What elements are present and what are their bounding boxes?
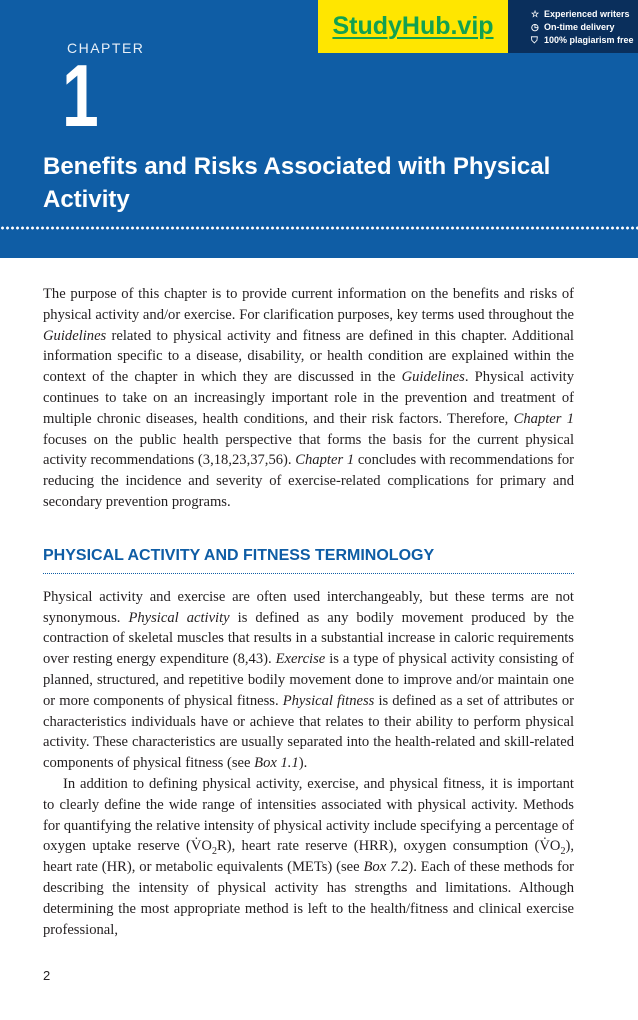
ad-feature-label: On-time delivery xyxy=(544,22,615,32)
page-content xyxy=(43,284,574,940)
ad-feature-plagiarism xyxy=(531,34,634,47)
intro-paragraph: The purpose of this chapter is to provide current information on the benefits and risks of physical activity and/or exercise. For clarification purposes, key terms used throughout the Guidelines related to physical activity and fitness are defined in this chapter. Additional information specific to a disease, disability, or health condition are explained within the context of the chapter in which they are discussed in the Guidelines. Physical activity continues to take on an increasingly important role in the prevention and treatment of multiple chronic diseases, health conditions, and their risk factors. Therefore, Chapter 1 focuses on the public health perspective that forms the basis for the current physical activity recommendations (3,18,23,37,56). Chapter 1 concludes with recommendations for reducing the incidence and severity of exercise-related complications for primary and secondary prevention programs. xyxy=(43,286,575,510)
star-icon: ☆ xyxy=(531,9,540,19)
clock-icon: ◷ xyxy=(531,22,539,32)
studyhub-ad-banner[interactable] xyxy=(318,0,638,53)
ad-feature-delivery xyxy=(531,21,634,34)
section-body xyxy=(43,587,574,941)
chapter-label: CHAPTER xyxy=(67,40,145,56)
ad-feature-list xyxy=(531,8,634,47)
ad-feature-label: Experienced writers xyxy=(544,9,630,19)
chapter-title: Benefits and Risks Associated with Physical Activity xyxy=(43,153,551,213)
ad-feature-writers xyxy=(531,8,634,21)
dotted-divider xyxy=(0,224,638,232)
terminology-paragraph-2: In addition to defining physical activity, exercise, and physical fitness, it is important to clearly define the wide range of intensities associated with physical activity. Methods for quantifying the relative intensity of physical activity include specifying a percentage of oxygen uptake reserve $(V̇O_2R)$, heart rate reserve (HRR), oxygen consumption $(V̇O_2)$, heart rate (HR), or metabolic equivalents (METs) (see Box 7.2). Each of these methods for describing the intensity of physical activity has strengths and limitations. Although determining the most appropriate method is left to the health/fitness and clinical exercise professional, xyxy=(43,775,574,938)
terminology-paragraph-1: Physical activity and exercise are often used interchangeably, but these terms are not synonymous. Physical activity is defined as any bodily movement produced by the contraction of skeletal muscles that results in a substantial increase in caloric requirements over resting energy expenditure (8,43). Exercise is a type of physical activity consisting of planned, structured, and repetitive bodily movement done to improve and/or maintain one or more components of physical fitness. Physical fitness is defined as a set of attributes or characteristics individuals have or achieve that relates to their ability to perform physical activity. These characteristics are usually separated into the health-related and skill-related components of physical fitness (see Box 1.1). xyxy=(43,588,574,772)
section-heading: PHYSICAL ACTIVITY AND FITNESS TERMINOLOGY xyxy=(43,545,574,574)
studyhub-logo[interactable]: StudyHub.vip xyxy=(318,0,508,53)
chapter-number: 1 xyxy=(62,46,99,145)
page-number: 2 xyxy=(43,968,51,983)
ad-feature-label: 100% plagiarism free xyxy=(544,35,634,45)
shield-check-icon: ⛉ xyxy=(531,35,538,45)
